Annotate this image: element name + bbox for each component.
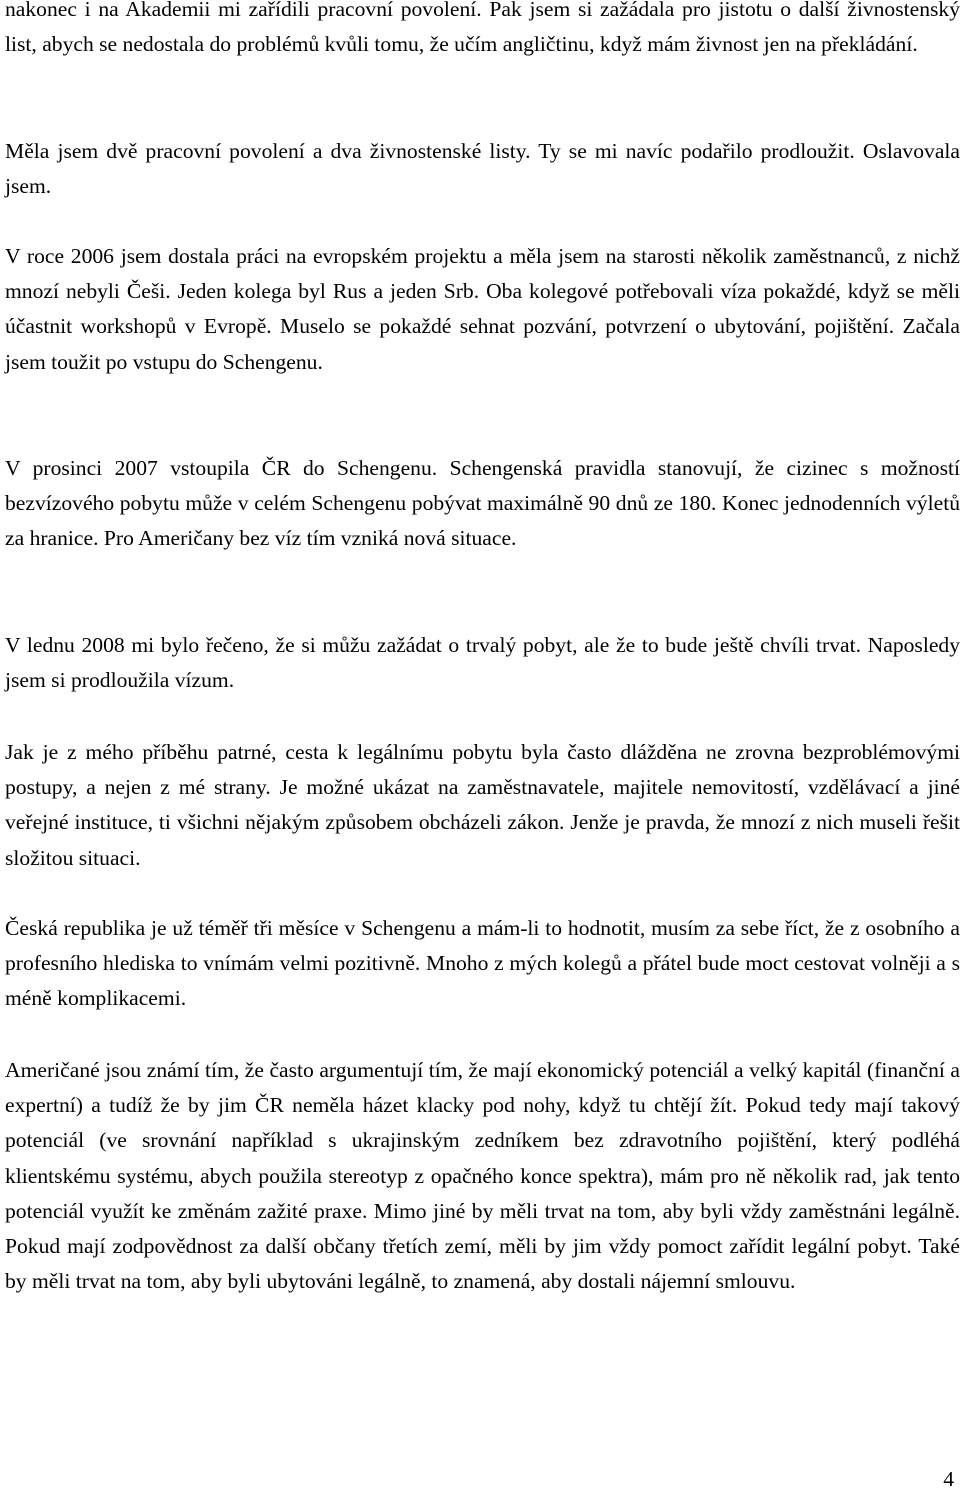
paragraph-schengen-evaluation: Česká republika je už téměř tři měsíce v Schengenu a mám-li to hodnotit, musím za sebe říct, že z osobního a profesního hlediska to vnímám velmi pozitivně. Mnoho z mých kolegů a přátel bude moct cestovat volněji a s méně komplikacemi. <box>5 916 960 1011</box>
paragraph-legal-stay-path: Jak je z mého příběhu patrné, cesta k legálnímu pobytu byla často dlážděna ne zrovna bezproblémovými postupy, a nejen z mé strany. Je možné ukázat na zaměstnavatele, majitele nemovitostí, vzdělávací a jiné veřejné instituce, ti všichni nějakým způsobem obcházeli zákon. Jenže je pravda, že mnozí z nich museli řešit složitou situaci. <box>5 740 960 870</box>
paragraph-schengen-entry: V prosinci 2007 vstoupila ČR do Schengenu. Schengenská pravidla stanovují, že cizinec s možností bezvízového pobytu může v celém Schengenu pobývat maximálně 90 dnů ze 180. Konec jednodenních výletů za hranice. Pro Američany bez víz tím vzniká nová situace. <box>5 456 960 551</box>
paragraph-americans-advice: Američané jsou známí tím, že často argumentují tím, že mají ekonomický potenciál a velký kapitál (finanční a expertní) a tudíž že by jim ČR neměla házet klacky pod nohy, když tu chtějí žít. Pokud tedy mají takový potenciál (ve srovnání například s ukrajinským zedníkem bez zdravotního pojištění, který podléhá klientskému systému, abych použila stereotyp z opačného konce spektra), mám pro ně několik rad, jak tento potenciál využít ke změnám zažité praxe. Mimo jiné by měli trvat na tom, aby byli vždy zaměstnáni legálně. Pokud mají zodpovědnost za další občany třetích zemí, měli by jim vždy pomoct zařídit legální pobyt. Také by měli trvat na tom, aby byli ubytováni legálně, to znamená, aby dostali nájemní smlouvu. <box>5 1058 960 1294</box>
paragraph-work-permit: nakonec i na Akademii mi zařídili pracovní povolení. Pak jsem si zažádala pro jistotu o další živnostenský list, abych se nedostala do problémů kvůli tomu, že učím angličtinu, když mám živnost jen na překládání. <box>5 0 960 57</box>
paragraph-permits-extended: Měla jsem dvě pracovní povolení a dva živnostenské listy. Ty se mi navíc podařilo prodloužit. Oslavovala jsem. <box>5 139 960 199</box>
page-number: 4 <box>943 1467 954 1491</box>
paragraph-permanent-residence: V lednu 2008 mi bylo řečeno, že si můžu zažádat o trvalý pobyt, ale že to bude ještě chvíli trvat. Naposledy jsem si prodloužila vízum. <box>5 633 960 693</box>
paragraph-european-project: V roce 2006 jsem dostala práci na evropském projektu a měla jsem na starosti několik zaměstnanců, z nichž mnozí nebyli Češi. Jeden kolega byl Rus a jeden Srb. Oba kolegové potřebovali víza pokaždé, když se měli účastnit workshopů v Evropě. Muselo se pokaždé sehnat pozvání, potvrzení o ubytování, pojištění. Začala jsem toužit po vstupu do Schengenu. <box>5 244 960 374</box>
